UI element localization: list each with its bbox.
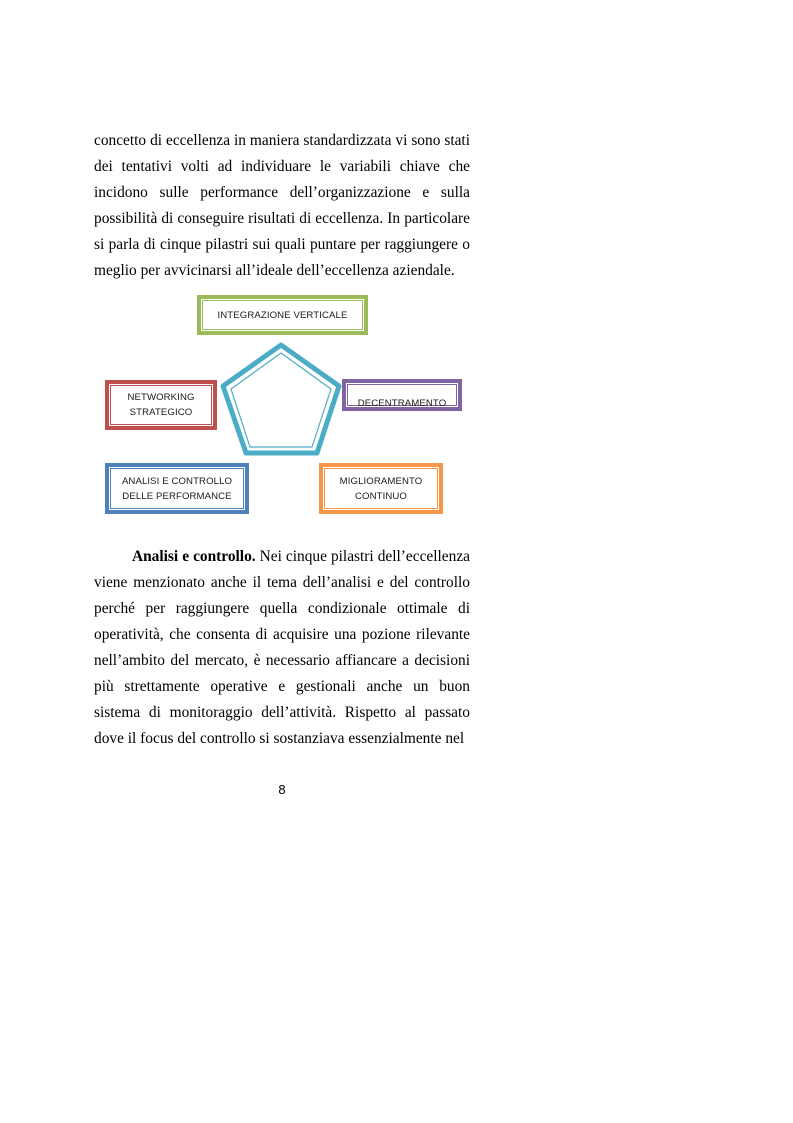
box-inner-border [110, 468, 244, 509]
box-inner-border [324, 468, 438, 509]
box-decentramento [342, 379, 462, 411]
box-networking-strategico [105, 380, 217, 430]
pentagon-outer [223, 345, 339, 453]
box-label-decentramento: DECENTRAMENTO [357, 398, 447, 409]
box-inner-border [347, 384, 457, 406]
box-label-miglioramento: MIGLIORAMENTO CONTINUO [339, 475, 423, 502]
box-label-networking: NETWORKING STRATEGICO [127, 392, 195, 418]
paragraph-body: Nei cinque pilastri dell’eccellenza viene menzionato anche il tema dell’analisi e del controllo perché per raggiungere quella condizionale ottimale di operatività, che consenta di acquisire una pozione rilevante nell’ambito del mercato, è necessario affiancare a decisioni più strettamente operative e gestionali anche un buon sistema di monitoraggio dell’attività. Rispetto al passato dove il focus del controllo si sostanziava essenzialmente nel [94, 548, 470, 747]
intro-paragraph: concetto di eccellenza in maniera standardizzata vi sono stati dei tentativi volti ad individuare le variabili chiave che incidono sulle performance dell’organizzazione e sulla possibilità di conseguire risultati di eccellenza. In particolare si parla di cinque pilastri sui quali puntare per raggiungere o meglio per avvicinarsi all’ideale dell’eccellenza aziendale. [94, 132, 470, 279]
box-analisi-controllo [105, 463, 249, 514]
pentagon-inner [231, 353, 331, 447]
box-inner-border [202, 300, 363, 330]
box-inner-border [110, 385, 212, 425]
section-heading-inline: Analisi e controllo. [132, 548, 256, 565]
box-label-analisi: ANALISI E CONTROLLO DELLE PERFORMANCE [121, 475, 233, 502]
box-integrazione-verticale [197, 295, 368, 335]
analisi-controllo-paragraph [94, 544, 470, 752]
page-number: 8 [278, 782, 286, 797]
box-label-integrazione: INTEGRAZIONE VERTICALE [217, 309, 348, 321]
box-miglioramento-continuo [319, 463, 443, 514]
